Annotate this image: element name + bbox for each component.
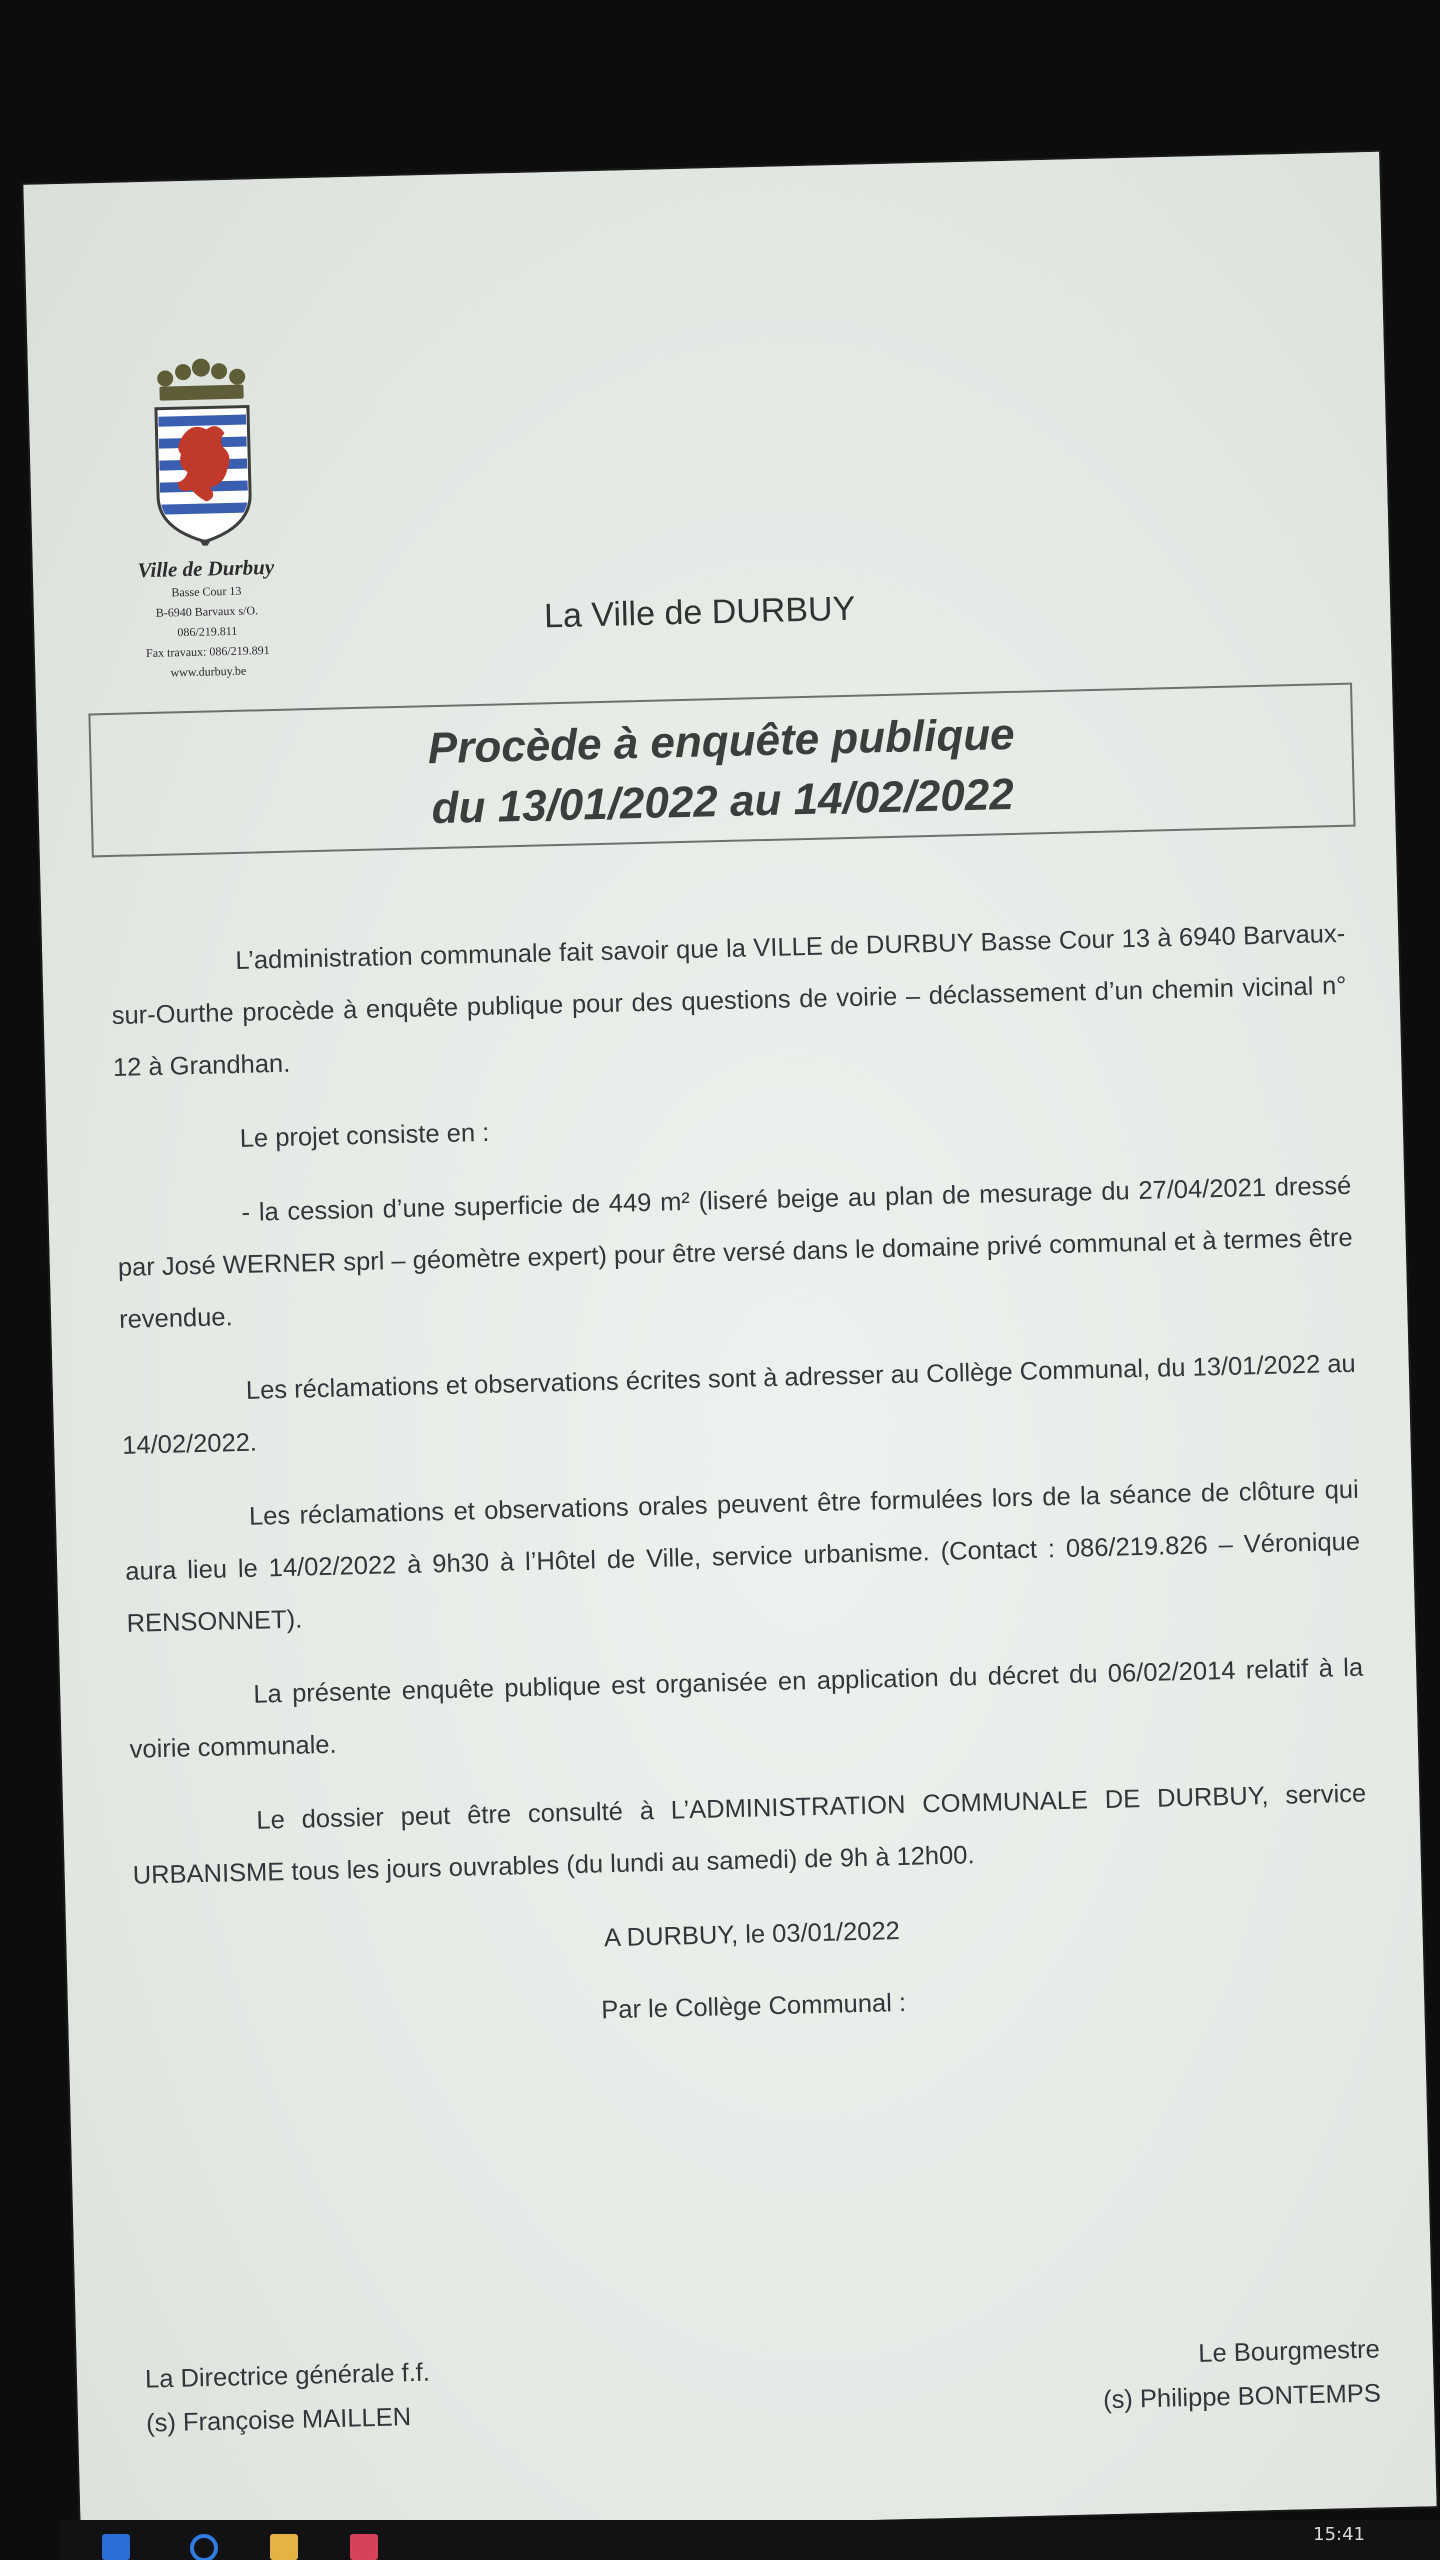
address-line-1: Basse Cour 13 xyxy=(171,583,242,600)
signature-right xyxy=(1102,2327,1382,2422)
city-name: Ville de Durbuy xyxy=(137,554,275,583)
paragraph-legal-basis: La présente enquête publique est organisée en application du décret du 06/02/2014 relatif à la voirie communale. xyxy=(129,1653,1364,1764)
address-line-2: B-6940 Barvaux s/O. xyxy=(155,603,259,620)
folder-icon[interactable] xyxy=(270,2534,298,2560)
tablet-screen xyxy=(23,152,1436,2539)
notice-dates: du 13/01/2022 au 14/02/2022 xyxy=(431,769,1015,834)
signature-right-name: (s) Philippe BONTEMPS xyxy=(1102,2379,1382,2415)
notice-title: Procède à enquête publique xyxy=(427,709,1016,774)
app-icon[interactable] xyxy=(350,2534,378,2560)
windows-start-icon[interactable] xyxy=(102,2534,130,2560)
municipal-logo-block xyxy=(115,344,293,684)
notice-title-box xyxy=(88,683,1355,858)
paragraph-project-detail: - la cession d’une superficie de 449 m² (liseré beige au plan de mesurage du 27/04/2021 dressé par José WERNER sprl – géomètre expert) pour être versé dans le domaine privé communal et à termes être revendue. xyxy=(117,1171,1353,1334)
signature-block xyxy=(145,2327,1382,2445)
paragraph-consultation: Le dossier peut être consulté à L’ADMINISTRATION COMMUNALE DE DURBUY, service URBANISME tous les jours ouvrables (du lundi au samedi) de 9h à 12h00. xyxy=(132,1779,1367,1890)
phone-number: 086/219.811 xyxy=(177,623,238,640)
paragraph-announcement: L’administration communale fait savoir que la VILLE de DURBUY Basse Cour 13 à 6940 Barvaux-sur-Ourthe procède à enquête publique pour des questions de voirie – déclassement d’un chemin vicinal n° 12 à Grandhan. xyxy=(111,919,1347,1082)
document-page xyxy=(23,152,1436,2539)
signature-left-name: (s) Françoise MAILLEN xyxy=(145,2403,412,2438)
signature-left xyxy=(145,2351,432,2446)
paragraph-oral-claims: Les réclamations et observations orales peuvent être formulées lors de la séance de clôture qui aura lieu le 14/02/2022 à 9h30 à l’Hôtel de Ville, service urbanisme. (Contact : 086/219.826 – Véronique RENSONNET). xyxy=(125,1475,1361,1638)
website: www.durbuy.be xyxy=(170,663,247,680)
paragraph-project-intro: Le projet consiste en : xyxy=(239,1118,490,1153)
town-heading: La Ville de DURBUY xyxy=(543,589,856,636)
notice-body xyxy=(110,908,1372,2068)
taskbar xyxy=(60,2520,1440,2560)
college-line: Par le Collège Communal : xyxy=(601,1988,907,2025)
signature-right-title: Le Bourgmestre xyxy=(1197,2335,1381,2368)
place-date: A DURBUY, le 03/01/2022 xyxy=(603,1917,901,1953)
clock: 15:41 xyxy=(1313,2524,1365,2545)
coat-of-arms-icon xyxy=(140,344,265,547)
paragraph-written-claims: Les réclamations et observations écrites sont à adresser au Collège Communal, du 13/01/2022 au 14/02/2022. xyxy=(121,1349,1356,1460)
signature-left-title: La Directrice générale f.f. xyxy=(144,2358,431,2394)
fax-number: Fax travaux: 086/219.891 xyxy=(145,643,270,661)
browser-icon[interactable] xyxy=(190,2534,218,2560)
